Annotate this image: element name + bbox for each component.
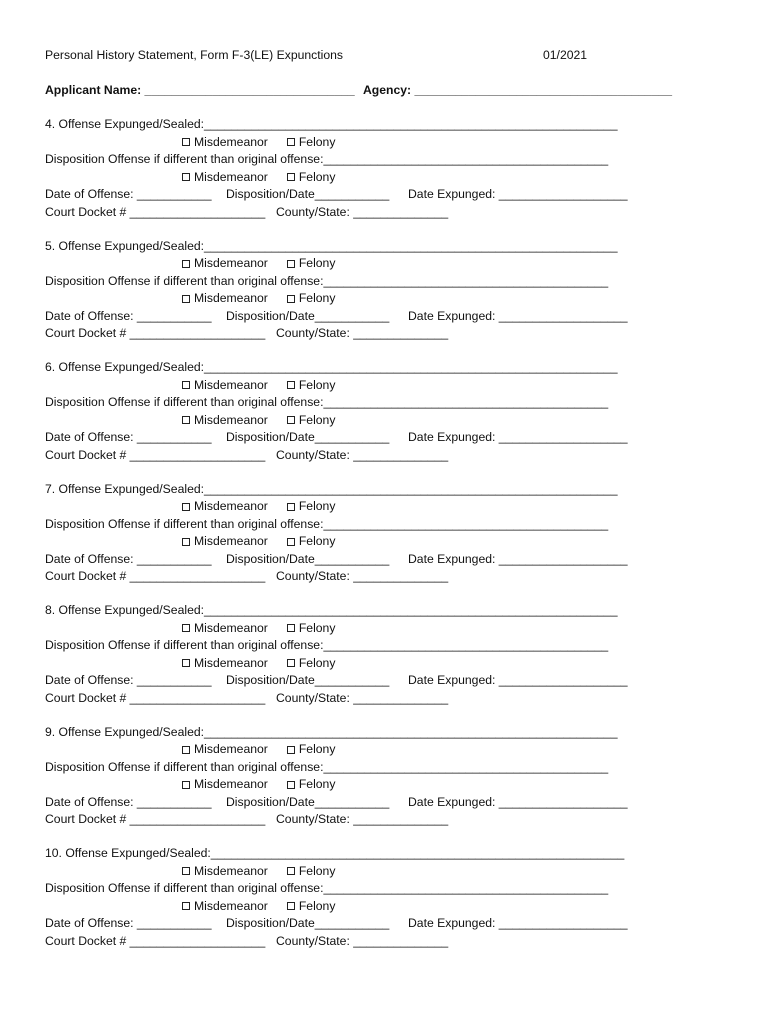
disposition-offense-field[interactable]: Disposition Offense if different than original offense:__________________________________________: [45, 273, 609, 288]
date-expunged-field[interactable]: Date Expunged: ___________________: [408, 673, 628, 687]
misdemeanor-checkbox[interactable]: [182, 135, 268, 150]
county-state-field[interactable]: County/State: ______________: [276, 569, 449, 583]
disposition-offense-field[interactable]: Disposition Offense if different than original offense:__________________________________________: [45, 638, 609, 652]
misdemeanor-checkbox[interactable]: [182, 499, 268, 514]
checkbox-square-icon: [182, 624, 190, 632]
felony-checkbox[interactable]: [287, 742, 336, 757]
date-expunged-field[interactable]: Date Expunged: ___________________: [408, 551, 628, 566]
checkbox-square-icon: [287, 902, 295, 910]
felony-checkbox[interactable]: [287, 899, 336, 914]
original-offense-type: [182, 742, 335, 757]
original-offense-type: [182, 499, 335, 514]
felony-label: Felony: [298, 412, 336, 427]
felony-checkbox[interactable]: [287, 291, 336, 306]
disposition-offense-type: [182, 170, 335, 185]
court-docket-field[interactable]: Court Docket # ____________________: [45, 204, 266, 219]
misdemeanor-label: Misdemeanor: [194, 898, 268, 913]
felony-checkbox[interactable]: [287, 378, 336, 393]
disposition-date-field[interactable]: Disposition/Date___________: [226, 673, 390, 687]
misdemeanor-label: Misdemeanor: [194, 412, 268, 427]
court-docket-field[interactable]: Court Docket # ____________________: [45, 447, 266, 462]
felony-label: Felony: [298, 291, 336, 305]
checkbox-square-icon: [287, 659, 295, 667]
felony-label: Felony: [298, 620, 336, 635]
checkbox-square-icon: [287, 624, 295, 632]
disposition-date-field[interactable]: Disposition/Date___________: [226, 551, 390, 566]
misdemeanor-label: Misdemeanor: [194, 742, 268, 756]
court-docket-field[interactable]: Court Docket # ____________________: [45, 933, 266, 948]
offense-expunged-field[interactable]: 4. Offense Expunged/Sealed:_____________________________________________________________: [45, 117, 618, 131]
checkbox-square-icon: [287, 867, 295, 875]
misdemeanor-label: Misdemeanor: [194, 863, 268, 878]
felony-label: Felony: [298, 169, 336, 184]
offense-expunged-field[interactable]: 5. Offense Expunged/Sealed:_____________________________________________________________: [45, 238, 618, 253]
disposition-offense-field[interactable]: Disposition Offense if different than original offense:__________________________________________: [45, 152, 609, 166]
misdemeanor-checkbox[interactable]: [182, 864, 268, 879]
date-of-offense-field[interactable]: Date of Offense: ___________: [45, 551, 212, 566]
checkbox-square-icon: [182, 416, 190, 424]
felony-label: Felony: [298, 256, 336, 270]
original-offense-type: [182, 378, 335, 393]
misdemeanor-label: Misdemeanor: [194, 499, 268, 513]
court-docket-field[interactable]: Court Docket # ____________________: [45, 569, 266, 583]
checkbox-square-icon: [287, 260, 295, 268]
checkbox-square-icon: [182, 867, 190, 875]
felony-checkbox[interactable]: [287, 413, 336, 428]
misdemeanor-checkbox[interactable]: [182, 656, 268, 671]
form-date: 01/2021: [543, 48, 588, 62]
original-offense-type: [182, 621, 335, 636]
felony-label: Felony: [298, 863, 336, 878]
misdemeanor-label: Misdemeanor: [194, 256, 268, 270]
checkbox-square-icon: [182, 902, 190, 910]
checkbox-square-icon: [287, 416, 295, 424]
offense-expunged-field[interactable]: 6. Offense Expunged/Sealed:_____________________________________________________________: [45, 360, 618, 374]
offense-expunged-field[interactable]: 7. Offense Expunged/Sealed:_____________________________________________________________: [45, 481, 618, 496]
checkbox-square-icon: [182, 260, 190, 268]
date-expunged-field[interactable]: Date Expunged: ___________________: [408, 794, 628, 809]
checkbox-square-icon: [182, 381, 190, 389]
disposition-offense-type: [182, 291, 335, 306]
form-title: Personal History Statement, Form F-3(LE) Expunctions: [45, 48, 344, 62]
original-offense-type: [182, 256, 335, 271]
felony-checkbox[interactable]: [287, 534, 336, 549]
date-expunged-field[interactable]: Date Expunged: ___________________: [408, 187, 628, 201]
disposition-date-field[interactable]: Disposition/Date___________: [226, 916, 390, 930]
county-state-field[interactable]: County/State: ______________: [276, 690, 449, 705]
checkbox-square-icon: [182, 295, 190, 303]
disposition-date-field[interactable]: Disposition/Date___________: [226, 308, 390, 323]
checkbox-square-icon: [182, 503, 190, 511]
misdemeanor-checkbox[interactable]: [182, 413, 268, 428]
checkbox-square-icon: [287, 381, 295, 389]
felony-label: Felony: [298, 655, 336, 670]
disposition-offense-type: [182, 899, 335, 914]
county-state-field[interactable]: County/State: ______________: [276, 933, 449, 948]
felony-label: Felony: [298, 377, 336, 392]
checkbox-square-icon: [287, 503, 295, 511]
felony-checkbox[interactable]: [287, 621, 336, 636]
disposition-date-field[interactable]: Disposition/Date___________: [226, 794, 390, 809]
misdemeanor-label: Misdemeanor: [194, 620, 268, 635]
agency-field[interactable]: Agency: ______________________________________: [363, 83, 673, 97]
checkbox-square-icon: [287, 173, 295, 181]
disposition-offense-type: [182, 534, 335, 549]
disposition-offense-type: [182, 413, 335, 428]
disposition-date-field[interactable]: Disposition/Date___________: [226, 430, 390, 444]
checkbox-square-icon: [287, 746, 295, 754]
county-state-field[interactable]: County/State: ______________: [276, 204, 449, 219]
misdemeanor-checkbox[interactable]: [182, 621, 268, 636]
felony-checkbox[interactable]: [287, 135, 336, 150]
county-state-field[interactable]: County/State: ______________: [276, 447, 449, 462]
misdemeanor-label: Misdemeanor: [194, 655, 268, 670]
checkbox-square-icon: [182, 138, 190, 146]
date-of-offense-field[interactable]: Date of Offense: ___________: [45, 673, 212, 687]
disposition-offense-field[interactable]: Disposition Offense if different than original offense:__________________________________________: [45, 759, 609, 774]
felony-checkbox[interactable]: [287, 499, 336, 514]
felony-label: Felony: [298, 742, 336, 756]
misdemeanor-label: Misdemeanor: [194, 291, 268, 305]
checkbox-square-icon: [287, 295, 295, 303]
misdemeanor-label: Misdemeanor: [194, 169, 268, 184]
disposition-offense-field[interactable]: Disposition Offense if different than original offense:__________________________________________: [45, 395, 609, 409]
court-docket-field[interactable]: Court Docket # ____________________: [45, 812, 266, 826]
date-of-offense-field[interactable]: Date of Offense: ___________: [45, 308, 212, 323]
misdemeanor-checkbox[interactable]: [182, 378, 268, 393]
county-state-field[interactable]: County/State: ______________: [276, 812, 449, 826]
felony-checkbox[interactable]: [287, 656, 336, 671]
date-of-offense-field[interactable]: Date of Offense: ___________: [45, 187, 212, 201]
felony-label: Felony: [298, 534, 336, 548]
checkbox-square-icon: [287, 538, 295, 546]
checkbox-square-icon: [182, 781, 190, 789]
date-expunged-field[interactable]: Date Expunged: ___________________: [408, 916, 628, 930]
offense-expunged-field[interactable]: 10. Offense Expunged/Sealed:_____________________________________________________________: [45, 846, 625, 860]
original-offense-type: [182, 135, 335, 150]
checkbox-square-icon: [287, 138, 295, 146]
misdemeanor-label: Misdemeanor: [194, 777, 268, 791]
checkbox-square-icon: [182, 746, 190, 754]
misdemeanor-label: Misdemeanor: [194, 134, 268, 149]
applicant-name-field[interactable]: Applicant Name: _______________________________: [45, 83, 355, 97]
county-state-field[interactable]: County/State: ______________: [276, 326, 449, 340]
disposition-date-field[interactable]: Disposition/Date___________: [226, 187, 390, 201]
offense-expunged-field[interactable]: 9. Offense Expunged/Sealed:_____________________________________________________________: [45, 724, 618, 739]
felony-checkbox[interactable]: [287, 777, 336, 792]
checkbox-square-icon: [182, 659, 190, 667]
misdemeanor-checkbox[interactable]: [182, 291, 268, 306]
disposition-offense-field[interactable]: Disposition Offense if different than original offense:__________________________________________: [45, 881, 609, 895]
misdemeanor-checkbox[interactable]: [182, 899, 268, 914]
disposition-offense-type: [182, 656, 335, 671]
misdemeanor-checkbox[interactable]: [182, 256, 268, 271]
misdemeanor-checkbox[interactable]: [182, 170, 268, 185]
misdemeanor-checkbox[interactable]: [182, 742, 268, 757]
checkbox-square-icon: [287, 781, 295, 789]
date-expunged-field[interactable]: Date Expunged: ___________________: [408, 430, 628, 444]
disposition-offense-type: [182, 777, 335, 792]
misdemeanor-checkbox[interactable]: [182, 777, 268, 792]
felony-label: Felony: [298, 134, 336, 149]
felony-checkbox[interactable]: [287, 864, 336, 879]
court-docket-field[interactable]: Court Docket # ____________________: [45, 326, 266, 340]
misdemeanor-label: Misdemeanor: [194, 377, 268, 392]
felony-label: Felony: [298, 499, 336, 513]
date-expunged-field[interactable]: Date Expunged: ___________________: [408, 308, 628, 323]
original-offense-type: [182, 864, 335, 879]
date-of-offense-field[interactable]: Date of Offense: ___________: [45, 430, 212, 444]
felony-label: Felony: [298, 777, 336, 791]
felony-checkbox[interactable]: [287, 256, 336, 271]
misdemeanor-checkbox[interactable]: [182, 534, 268, 549]
checkbox-square-icon: [182, 538, 190, 546]
court-docket-field[interactable]: Court Docket # ____________________: [45, 690, 266, 705]
date-of-offense-field[interactable]: Date of Offense: ___________: [45, 794, 212, 809]
checkbox-square-icon: [182, 173, 190, 181]
disposition-offense-field[interactable]: Disposition Offense if different than original offense:__________________________________________: [45, 516, 609, 531]
date-of-offense-field[interactable]: Date of Offense: ___________: [45, 916, 212, 930]
felony-label: Felony: [298, 898, 336, 913]
offense-expunged-field[interactable]: 8. Offense Expunged/Sealed:_____________________________________________________________: [45, 603, 618, 617]
misdemeanor-label: Misdemeanor: [194, 534, 268, 548]
felony-checkbox[interactable]: [287, 170, 336, 185]
